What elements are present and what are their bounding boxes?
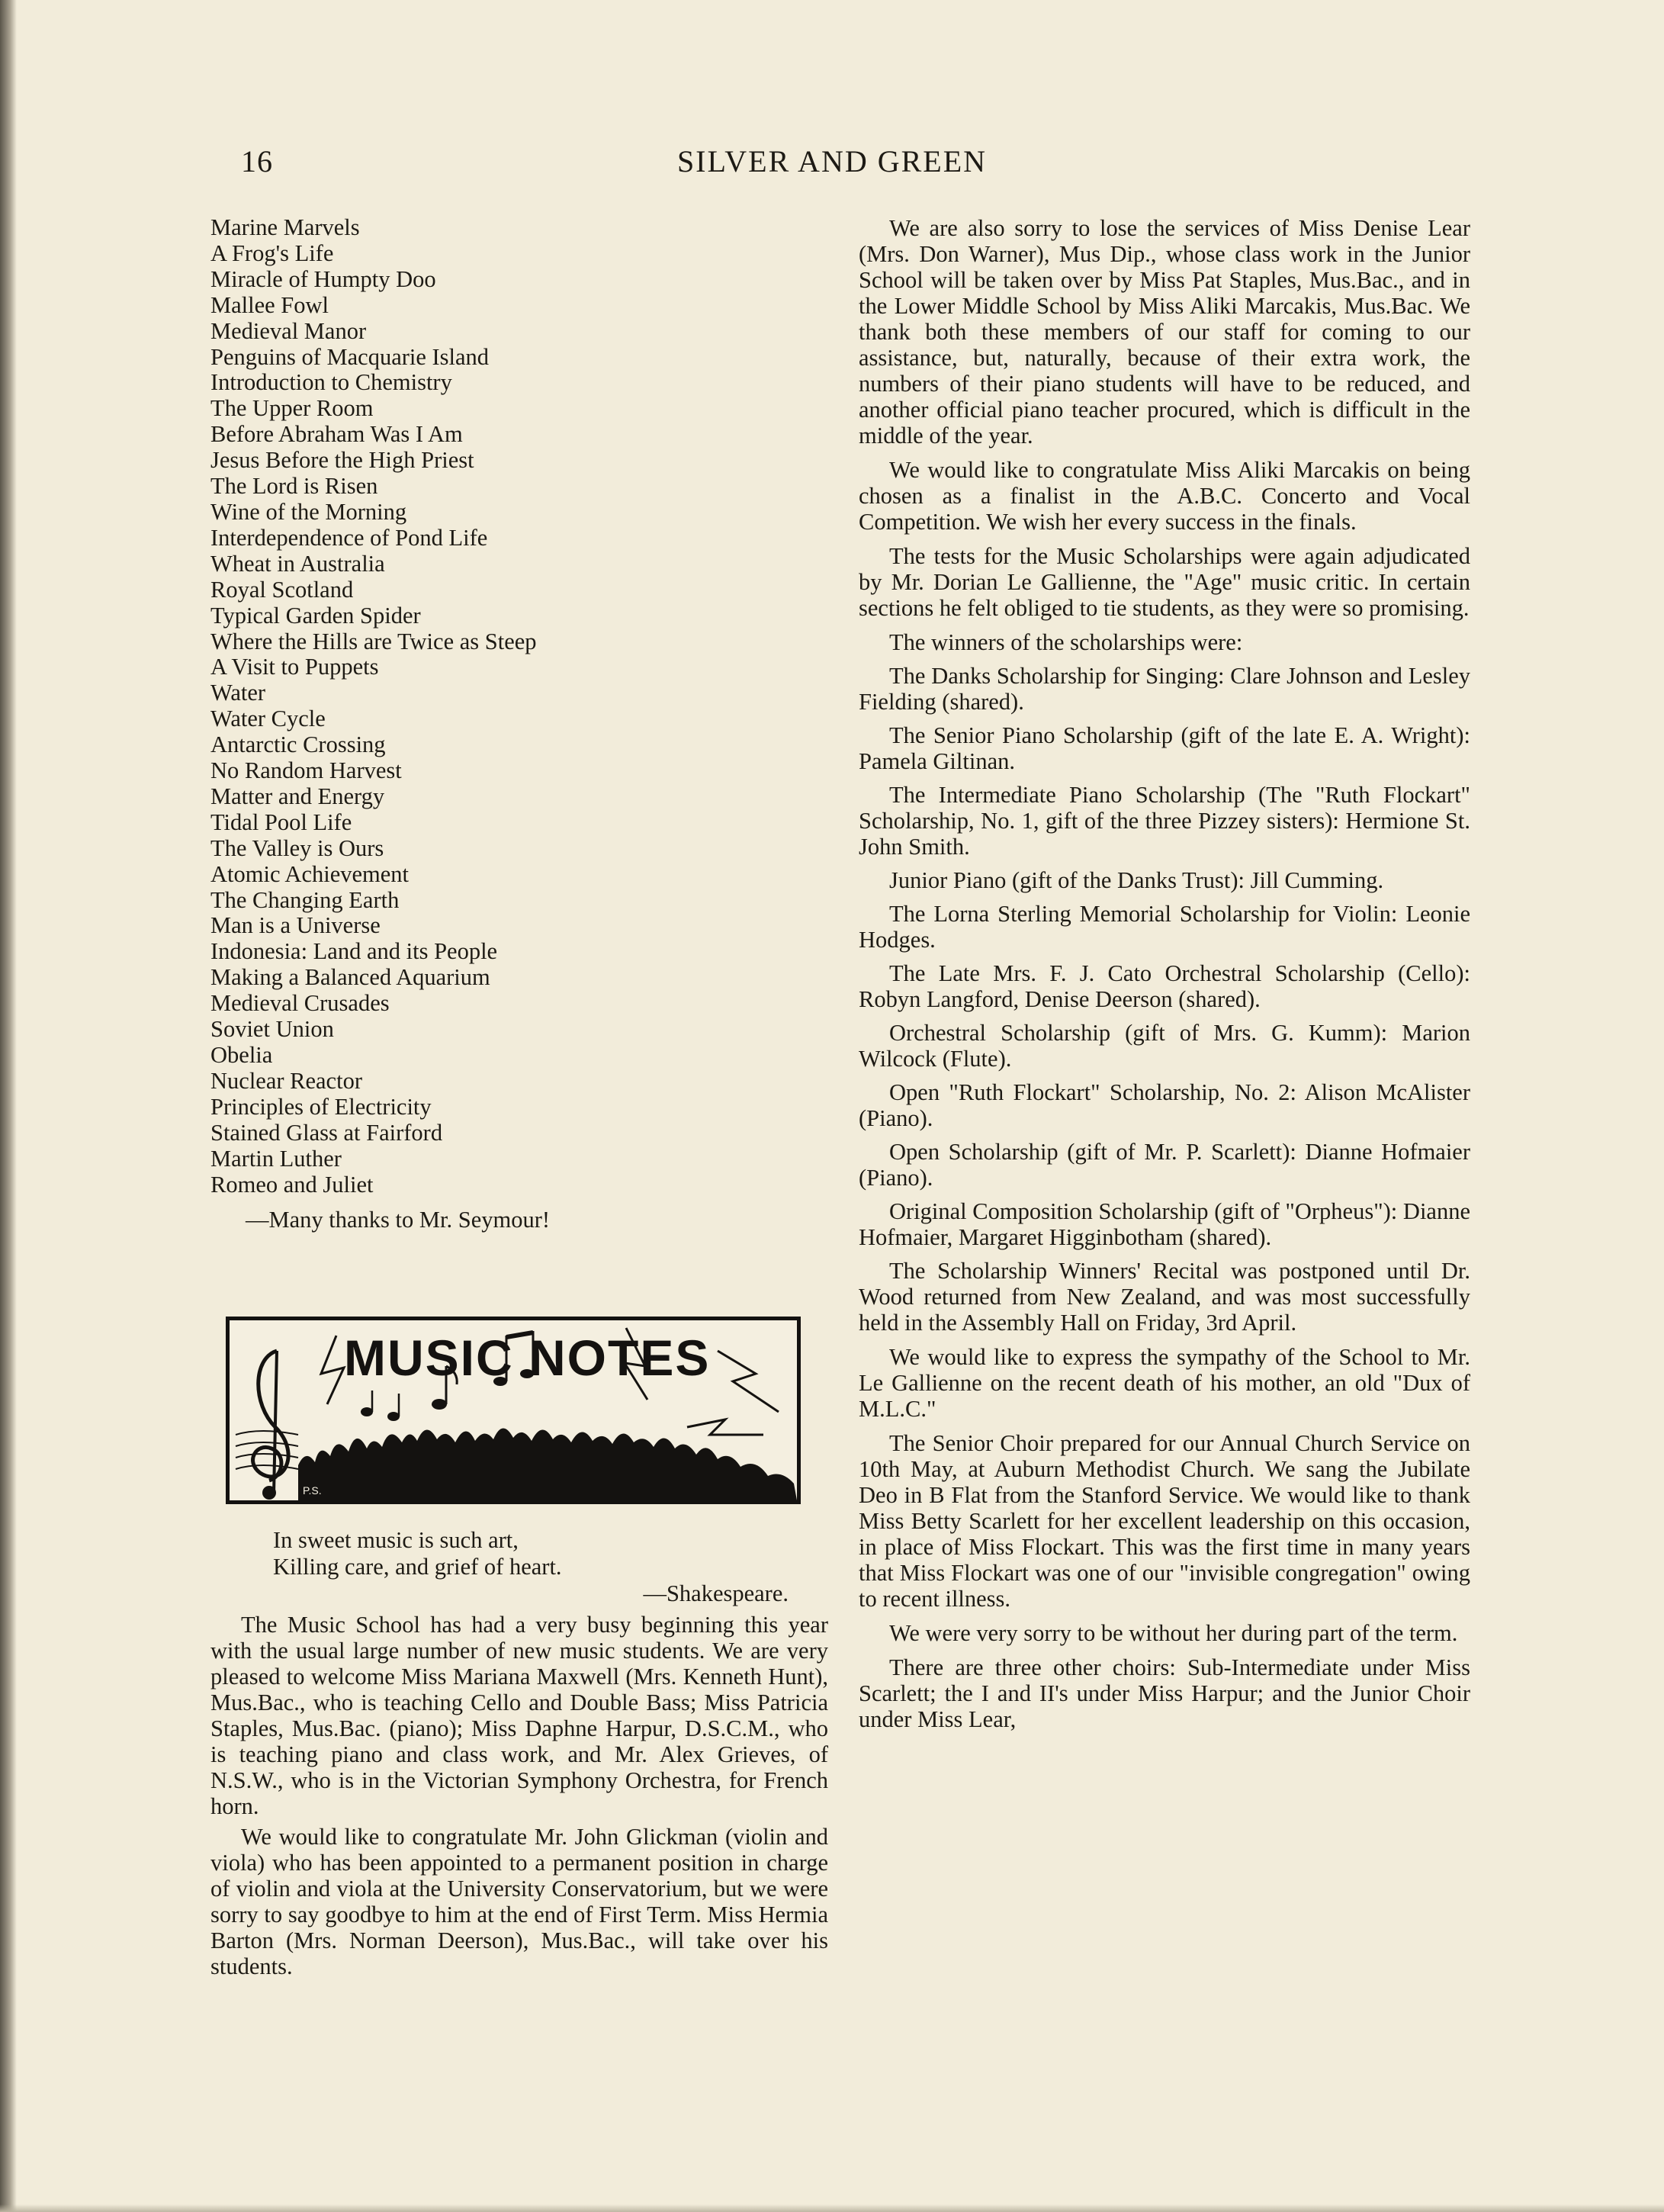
page-number: 16 <box>241 144 273 178</box>
film-list-item: Principles of Electricity <box>210 1093 432 1120</box>
film-list-item: Stained Glass at Fairford <box>210 1119 443 1146</box>
film-list-item: Indonesia: Land and its People <box>210 938 498 965</box>
film-list-item: Jesus Before the High Priest <box>210 447 474 474</box>
film-list-item: Medieval Manor <box>210 317 367 344</box>
right-column <box>859 215 1470 1741</box>
scholarship-entry: Orchestral Scholarship (gift of Mrs. G. Kumm): Marion Wilcock (Flute). <box>859 1020 1470 1072</box>
film-list-item: Marine Marvels <box>210 214 360 240</box>
scholarship-entry: The Late Mrs. F. J. Cato Orchestral Scholarship (Cello): Robyn Langford, Denise Deerson (shared). <box>859 960 1470 1012</box>
film-list-item: Royal Scotland <box>210 576 354 603</box>
article-paragraph: We would like to express the sympathy of the School to Mr. Le Gallienne on the recent death of his mother, an old "Dux of M.L.C." <box>859 1344 1470 1422</box>
audience-silhouette <box>298 1429 797 1501</box>
film-list-item: Water <box>210 680 266 706</box>
film-list <box>210 215 828 1198</box>
film-list-item: Water Cycle <box>210 706 326 732</box>
lightning-bolt-icon <box>321 1336 344 1404</box>
film-list-item: Romeo and Juliet <box>210 1171 374 1198</box>
verse-line: In sweet music is such art, <box>273 1527 519 1554</box>
scholarship-entry: The Lorna Sterling Memorial Scholarship for Violin: Leonie Hodges. <box>859 901 1470 953</box>
film-list-item: The Changing Earth <box>210 886 400 913</box>
page-header <box>201 143 1463 182</box>
page-bottom-shadow <box>0 2204 1664 2212</box>
lightning-bolt-icon <box>718 1351 779 1412</box>
treble-clef-icon <box>236 1351 298 1500</box>
film-list-item: Miracle of Humpty Doo <box>210 265 436 292</box>
article-paragraph: The winners of the scholarships were: <box>889 629 1243 655</box>
film-list-item: Man is a Universe <box>210 912 381 939</box>
article-paragraph: The Senior Choir prepared for our Annual Church Service on 10th May, at Auburn Methodist Church. We sang the Jubilate Deo in B Flat from the Stanford Service. We would like to thank Miss Betty Scarlett for her excellent leadership on this occasion, in place of Miss Flockart. This was the first time in many years that Miss Flockart was one of our "invisible congregation" owing to recent illness. <box>859 1430 1470 1612</box>
left-column <box>210 215 828 1979</box>
article-paragraph: The tests for the Music Scholarships were again adjudicated by Mr. Dorian Le Gallienne, the "Age" music critic. In certain sections he felt obliged to tie students, as they were so promising. <box>859 543 1470 621</box>
film-list-item: Atomic Achievement <box>210 860 410 887</box>
film-list-item: A Frog's Life <box>210 240 334 266</box>
film-list-item: Antarctic Crossing <box>210 731 386 758</box>
film-list-item: Medieval Crusades <box>210 990 390 1017</box>
music-notes-banner <box>226 1317 801 1504</box>
scholarship-entry: Original Composition Scholarship (gift of "Orpheus"): Dianne Hofmaier, Margaret Higginbotham (shared). <box>859 1198 1470 1250</box>
article-paragraph: We were very sorry to be without her during part of the term. <box>889 1620 1458 1646</box>
music-school-article-left <box>210 1612 828 1979</box>
scholarship-entry: Open Scholarship (gift of Mr. P. Scarlett): Dianne Hofmaier (Piano). <box>859 1139 1470 1191</box>
music-note-icon <box>361 1391 400 1421</box>
film-list-item: Obelia <box>210 1042 273 1068</box>
thanks-line: —Many thanks to Mr. Seymour! <box>246 1207 551 1233</box>
scholarship-entry: The Danks Scholarship for Singing: Clare Johnson and Lesley Fielding (shared). <box>859 663 1470 715</box>
scholarship-entry: Junior Piano (gift of the Danks Trust): Jill Cumming. <box>889 867 1384 893</box>
page-binding-shadow <box>0 0 17 2212</box>
running-title: SILVER AND GREEN <box>676 144 988 178</box>
film-list-item: Soviet Union <box>210 1016 334 1043</box>
article-paragraph: We would like to congratulate Mr. John Glickman (violin and viola) who has been appointed to a permanent position in charge of violin and viola at the University Conservatorium, but we were sorry to say goodbye to him at the end of First Term. Miss Hermia Barton (Mrs. Norman Deerson), Mus.Bac., will take over his students. <box>210 1824 828 1980</box>
scholarship-entry: Open "Ruth Flockart" Scholarship, No. 2: Alison McAlister (Piano). <box>859 1079 1470 1131</box>
film-list-item: Nuclear Reactor <box>210 1067 362 1094</box>
film-list-item: Penguins of Macquarie Island <box>210 343 490 370</box>
article-paragraph: The Music School has had a very busy beginning this year with the usual large number of new music students. We are very pleased to welcome Miss Mariana Maxwell (Mrs. Kenneth Hunt), Mus.Bac., who is teaching Cello and Double Bass; Miss Patricia Staples, Mus.Bac. (piano); Miss Daphne Harpur, D.S.C.M., who is teaching piano and class work, and Mr. Alex Grieves, of N.S.W., who is in the Victorian Symphony Orchestra, for French horn. <box>210 1612 828 1820</box>
film-list-item: Wine of the Morning <box>210 498 407 525</box>
film-list-item: Interdependence of Pond Life <box>210 524 488 551</box>
music-notes-illustration <box>230 1320 797 1500</box>
film-list-item: Making a Balanced Aquarium <box>210 964 490 991</box>
epigraph-verse <box>273 1527 828 1607</box>
film-list-item: The Upper Room <box>210 395 374 422</box>
artist-signature: P.S. <box>303 1484 322 1497</box>
music-notes-heading: MUSIC NOTES <box>344 1329 711 1387</box>
film-list-item: Introduction to Chemistry <box>210 369 452 396</box>
film-list-item: Wheat in Australia <box>210 550 385 577</box>
film-list-item: Martin Luther <box>210 1145 342 1172</box>
article-paragraph: We are also sorry to lose the services of Miss Denise Lear (Mrs. Don Warner), Mus Dip., whose class work in the Junior School will be taken over by Miss Pat Staples, Mus.Bac., and in the Lower Middle School by Miss Aliki Marcakis, Mus.Bac. We thank both these members of our staff for coming to our assistance, but, naturally, because of their extra work, the numbers of their piano students will have to be reduced, and another official piano teacher procured, which is difficult in the middle of the year. <box>859 215 1470 449</box>
film-list-item: Mallee Fowl <box>210 291 329 318</box>
scholarship-entry: The Intermediate Piano Scholarship (The "Ruth Flockart" Scholarship, No. 1, gift of the three Pizzey sisters): Hermione St. John Smith. <box>859 782 1470 860</box>
verse-attribution: —Shakespeare. <box>643 1580 789 1607</box>
article-paragraph: We would like to congratulate Miss Aliki Marcakis on being chosen as a finalist in the A.B.C. Concerto and Vocal Competition. We wish her every success in the finals. <box>859 457 1470 535</box>
film-list-item: The Valley is Ours <box>210 834 384 861</box>
film-list-item: Typical Garden Spider <box>210 602 421 629</box>
article-paragraph: There are three other choirs: Sub-Intermediate under Miss Scarlett; the I and II's under Miss Harpur; and the Junior Choir under Miss Lear, <box>859 1654 1470 1732</box>
verse-line: Killing care, and grief of heart. <box>273 1554 562 1580</box>
film-list-item: A Visit to Puppets <box>210 654 379 680</box>
film-list-item: Matter and Energy <box>210 783 385 809</box>
film-list-item: Before Abraham Was I Am <box>210 421 463 448</box>
scholarship-entry: The Senior Piano Scholarship (gift of the late E. A. Wright): Pamela Giltinan. <box>859 722 1470 774</box>
lightning-bolt-icon <box>687 1419 763 1435</box>
film-list-item: Where the Hills are Twice as Steep <box>210 628 537 654</box>
film-list-item: The Lord is Risen <box>210 473 378 500</box>
film-list-item: Tidal Pool Life <box>210 809 352 835</box>
article-paragraph: The Scholarship Winners' Recital was postponed until Dr. Wood returned from New Zealand, and was most successfully held in the Assembly Hall on Friday, 3rd April. <box>859 1258 1470 1336</box>
film-list-item: No Random Harvest <box>210 757 402 784</box>
